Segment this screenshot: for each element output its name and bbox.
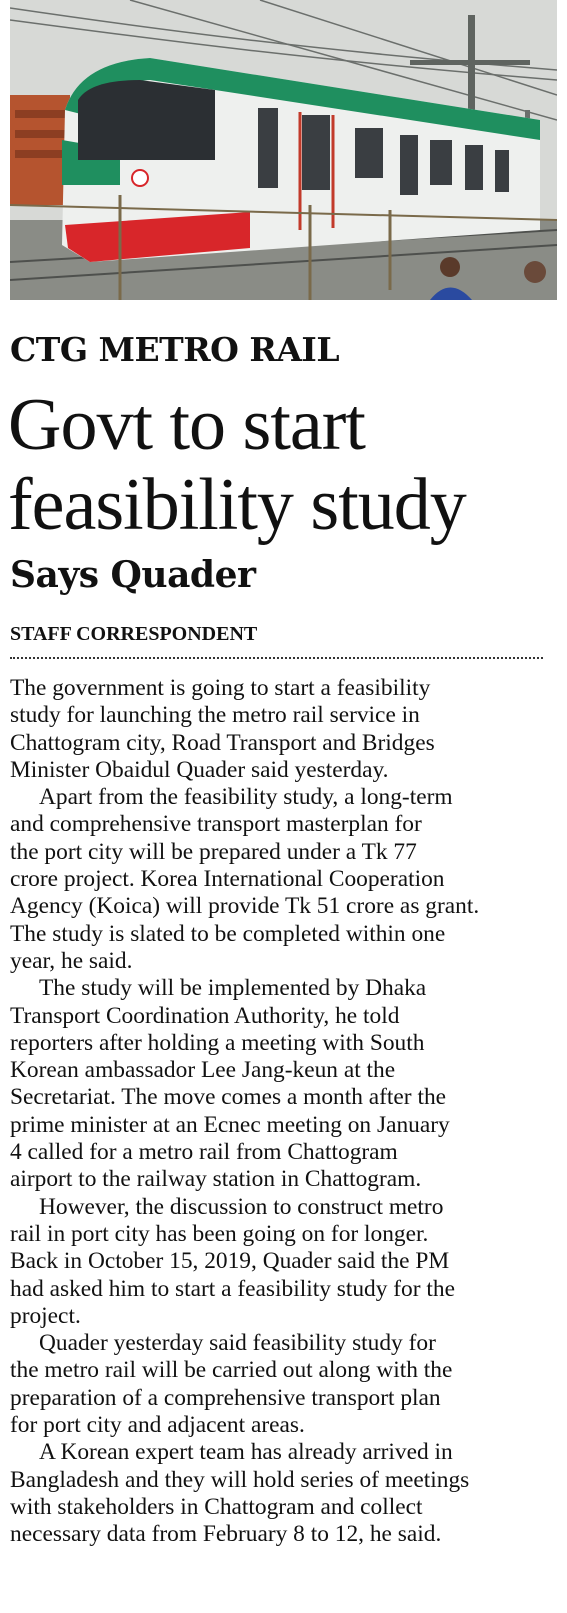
body-line: had asked him to start a feasibility study for the	[10, 1275, 455, 1302]
metro-train-photo	[10, 0, 557, 300]
body-line: However, the discussion to construct metro	[39, 1193, 444, 1220]
body-line: reporters after holding a meeting with South	[10, 1029, 425, 1056]
body-line: prime minister at an Ecnec meeting on January	[10, 1111, 450, 1138]
body-line: crore project. Korea International Cooperation	[10, 866, 445, 893]
body-line: year, he said.	[10, 947, 133, 974]
body-line: Bangladesh and they will hold series of meetings	[10, 1466, 470, 1493]
body-line: the port city will be prepared under a Tk 77	[10, 838, 417, 865]
body-line: Chattogram city, Road Transport and Bridges	[10, 729, 435, 756]
body-line: necessary data from February 8 to 12, he said.	[10, 1521, 442, 1548]
body-line: project.	[10, 1302, 81, 1329]
body-line: preparation of a comprehensive transport plan	[10, 1384, 441, 1411]
body-line: The government is going to start a feasibility	[10, 675, 431, 701]
body-line: Transport Coordination Authority, he told	[10, 1002, 400, 1029]
article-body	[10, 675, 555, 1549]
subheadline: Says Quader	[10, 554, 256, 596]
body-line: Minister Obaidul Quader said yesterday.	[10, 756, 389, 783]
headline-line-2: feasibility study	[8, 464, 466, 546]
body-line: study for launching the metro rail service in	[10, 702, 420, 729]
body-line: The study is slated to be completed within one	[10, 920, 446, 947]
headline-line-1: Govt to start	[8, 384, 365, 466]
dotted-divider	[10, 657, 543, 659]
body-line: Back in October 15, 2019, Quader said the PM	[10, 1248, 450, 1275]
body-line: for port city and adjacent areas.	[10, 1412, 305, 1439]
body-line: rail in port city has been going on for longer.	[10, 1220, 429, 1247]
train-illustration	[10, 0, 557, 300]
body-line: the metro rail will be carried out along with the	[10, 1357, 453, 1384]
body-line: Korean ambassador Lee Jang-keun at the	[10, 1057, 396, 1084]
body-line: with stakeholders in Chattogram and collect	[10, 1493, 423, 1520]
body-line: 4 called for a metro rail from Chattogram	[10, 1139, 398, 1166]
byline: STAFF CORRESPONDENT	[10, 623, 258, 645]
body-line: A Korean expert team has already arrived in	[39, 1439, 453, 1466]
body-line: Apart from the feasibility study, a long-term	[39, 784, 453, 811]
headline	[8, 385, 563, 545]
body-line: The study will be implemented by Dhaka	[39, 975, 427, 1002]
kicker-label: CTG METRO RAIL	[10, 330, 340, 369]
body-line: airport to the railway station in Chattogram.	[10, 1166, 422, 1193]
body-line: Agency (Koica) will provide Tk 51 crore as grant.	[10, 893, 480, 920]
body-line: Quader yesterday said feasibility study for	[39, 1330, 436, 1357]
body-line: Secretariat. The move comes a month after the	[10, 1084, 447, 1111]
body-line: and comprehensive transport masterplan for	[10, 811, 422, 838]
